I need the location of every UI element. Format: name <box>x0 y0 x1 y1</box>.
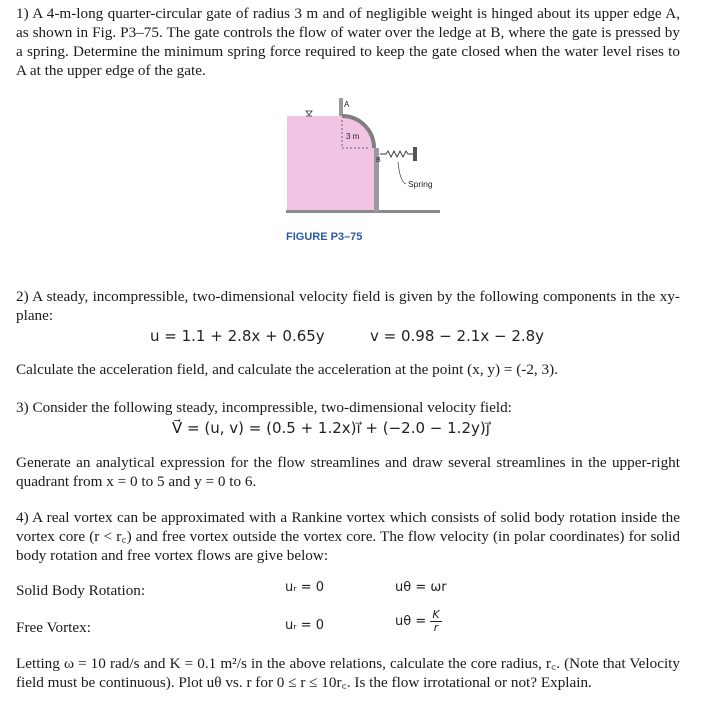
label-b: B <box>376 157 381 164</box>
label-a: A <box>344 100 350 109</box>
spring-leader <box>398 162 406 184</box>
figure-caption: FIGURE P3–75 <box>286 231 363 242</box>
spring-mount <box>413 147 417 161</box>
free-utheta-fraction <box>430 609 441 634</box>
equation-u: u = 1.1 + 2.8x + 0.65y <box>150 327 325 345</box>
water-level-icon <box>306 111 312 115</box>
equation-velocity-field: V⃗ = (u, v) = (0.5 + 1.2x)i⃗ + (−2.0 − 1.2y)j⃗ <box>172 419 490 437</box>
label-spring: Spring <box>408 179 433 189</box>
water-region <box>287 116 374 211</box>
solid-body-label: Solid Body Rotation: <box>16 582 146 599</box>
problem-4-text: 4) A real vortex can be approximated with a Rankine vortex which consists of solid body rotation inside the vortex core (r < r꜀) and free vortex outside the vortex core. The flow velocity (in polar coordinates) for solid body rotation and free vortex flows are give below: <box>16 509 680 564</box>
problem-2-question: Calculate the acceleration field, and calculate the acceleration at the point (x, y) = (-2, 3). <box>16 361 558 378</box>
problem-1-text: 1) A 4-m-long quarter-circular gate of radius 3 m and of negligible weight is hinged about its upper edge A, as shown in Fig. P3–75. The gate controls the flow of water over the ledge at B, where the gate is pressed by a spring. Determine the minimum spring force required to keep the gate closed when the water level rises to A at the upper edge of the gate. <box>16 5 680 79</box>
solid-ur-eq: uᵣ = 0 <box>285 580 325 595</box>
ground-line <box>286 210 440 213</box>
fraction-numerator: K <box>432 608 440 621</box>
problem-3-question: Generate an analytical expression for the flow streamlines and draw several streamlines in the upper-right quadrant from x = 0 to 5 and y = 0 to 6. <box>16 454 680 490</box>
solid-utheta-eq: uθ = ωr <box>395 580 447 595</box>
label-radius: 3 m <box>346 132 360 141</box>
free-ur-eq: uᵣ = 0 <box>285 618 325 633</box>
free-utheta-lhs: uθ = <box>395 614 427 629</box>
spring-icon <box>380 151 413 157</box>
problem-3-text: 3) Consider the following steady, incompressible, two-dimensional velocity field: <box>16 399 512 416</box>
equation-v: v = 0.98 − 2.1x − 2.8y <box>370 327 545 345</box>
figure-p3-75 <box>280 92 450 242</box>
problem-4-question: Letting ω = 10 rad/s and K = 0.1 m²/s in the above relations, calculate the core radius, r꜀. (Note that Velocity field must be continuous). Plot uθ vs. r for 0 ≤ r ≤ 10r꜀. Is the flow irrotational or not? Explain. <box>16 655 680 691</box>
free-vortex-label: Free Vortex: <box>16 619 91 636</box>
hinge-wall <box>339 98 343 116</box>
free-utheta-eq <box>395 609 442 634</box>
problem-2-text: 2) A steady, incompressible, two-dimensional velocity field is given by the following components in the xy-plane: <box>16 288 680 324</box>
fraction-denominator: r <box>433 621 439 634</box>
